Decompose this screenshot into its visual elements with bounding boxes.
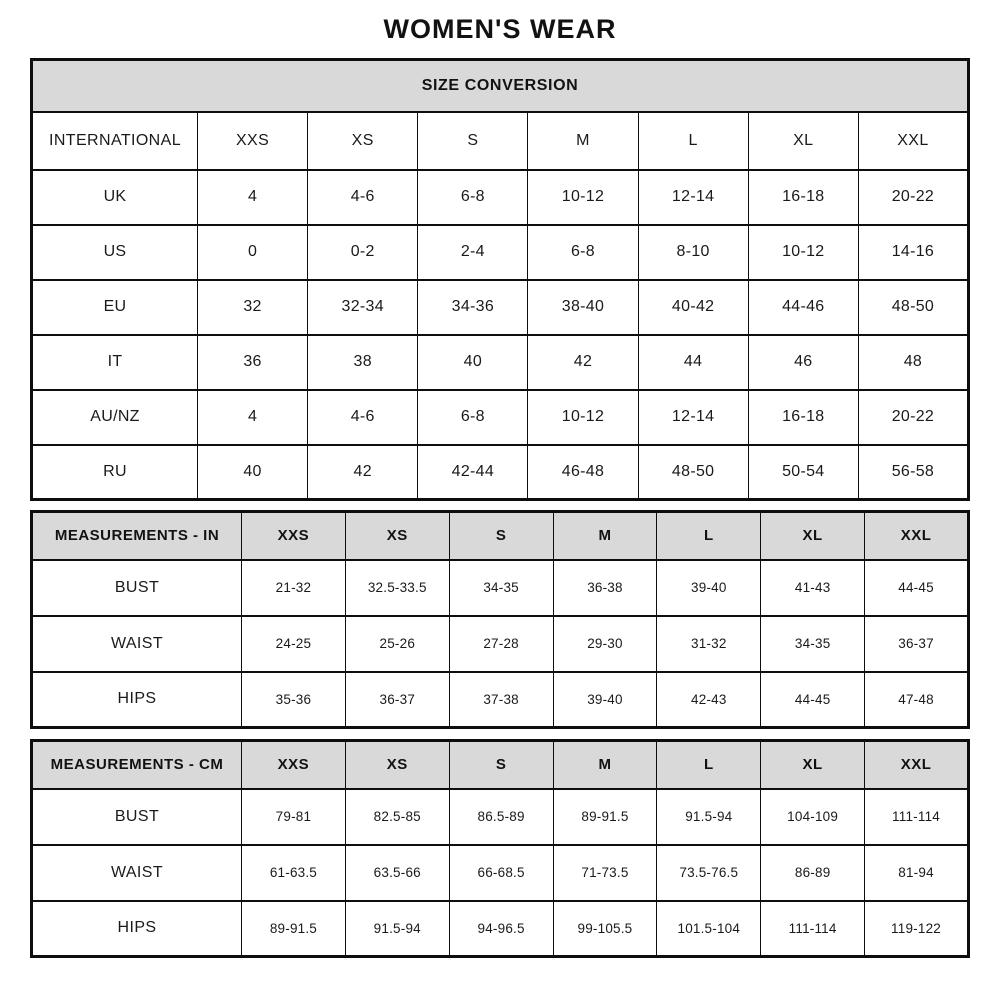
page-title: WOMEN'S WEAR xyxy=(383,14,617,44)
measurement-cell: 63.5-66 xyxy=(345,845,449,901)
size-col-header-xs: XS xyxy=(308,112,418,170)
measurement-cell: 73.5-76.5 xyxy=(657,845,761,901)
size-cell: 42 xyxy=(528,335,638,390)
size-cell: 40-42 xyxy=(638,280,748,335)
measurement-cell: 94-96.5 xyxy=(449,901,553,957)
row-label-waist: WAIST xyxy=(32,845,242,901)
size-col-header-xs: XS xyxy=(345,512,449,560)
size-col-header-m: M xyxy=(553,741,657,789)
row-label-ru: RU xyxy=(32,445,198,500)
measurement-cell: 71-73.5 xyxy=(553,845,657,901)
measurement-cell: 119-122 xyxy=(865,901,969,957)
size-cell: 4 xyxy=(198,170,308,225)
table-row-bust-cm xyxy=(32,789,969,845)
size-col-header-xxs: XXS xyxy=(198,112,308,170)
size-col-header-l: L xyxy=(657,741,761,789)
size-cell: 12-14 xyxy=(638,170,748,225)
row-label-bust: BUST xyxy=(32,560,242,616)
measurement-cell: 111-114 xyxy=(761,901,865,957)
size-cell: 10-12 xyxy=(748,225,858,280)
measurement-cell: 89-91.5 xyxy=(242,901,346,957)
table-row-waist-cm xyxy=(32,845,969,901)
size-col-header-xxl: XXL xyxy=(865,741,969,789)
size-conversion-header-row xyxy=(32,112,969,170)
size-cell: 6-8 xyxy=(418,170,528,225)
size-col-header-xxl: XXL xyxy=(858,112,968,170)
measurement-cell: 47-48 xyxy=(865,672,969,728)
size-cell: 32-34 xyxy=(308,280,418,335)
measurement-cell: 36-37 xyxy=(345,672,449,728)
measurement-cell: 91.5-94 xyxy=(657,789,761,845)
size-cell: 4-6 xyxy=(308,170,418,225)
size-cell: 42 xyxy=(308,445,418,500)
measurement-cell: 36-38 xyxy=(553,560,657,616)
size-cell: 50-54 xyxy=(748,445,858,500)
measurement-cell: 91.5-94 xyxy=(345,901,449,957)
measurement-cell: 79-81 xyxy=(242,789,346,845)
measurements-cm-title: MEASUREMENTS - CM xyxy=(32,741,242,789)
size-conversion-banner-row xyxy=(32,60,969,112)
size-cell: 32 xyxy=(198,280,308,335)
table-row-aunz xyxy=(32,390,969,445)
size-col-header-s: S xyxy=(449,741,553,789)
size-cell: 8-10 xyxy=(638,225,748,280)
size-col-header-l: L xyxy=(638,112,748,170)
size-cell: 46-48 xyxy=(528,445,638,500)
size-cell: 40 xyxy=(418,335,528,390)
measurement-cell: 99-105.5 xyxy=(553,901,657,957)
measurements-cm-table xyxy=(30,739,970,958)
measurement-cell: 44-45 xyxy=(865,560,969,616)
measurement-cell: 86.5-89 xyxy=(449,789,553,845)
size-cell: 10-12 xyxy=(528,390,638,445)
size-cell: 4-6 xyxy=(308,390,418,445)
measurement-cell: 27-28 xyxy=(449,616,553,672)
size-cell: 2-4 xyxy=(418,225,528,280)
size-col-header-xl: XL xyxy=(748,112,858,170)
table-row-hips-in xyxy=(32,672,969,728)
size-cell: 44-46 xyxy=(748,280,858,335)
table-row-ru xyxy=(32,445,969,500)
table-row-it xyxy=(32,335,969,390)
size-col-header-m: M xyxy=(553,512,657,560)
size-col-header-l: L xyxy=(657,512,761,560)
size-cell: 44 xyxy=(638,335,748,390)
measurement-cell: 34-35 xyxy=(449,560,553,616)
row-label-us: US xyxy=(32,225,198,280)
measurement-cell: 29-30 xyxy=(553,616,657,672)
size-cell: 4 xyxy=(198,390,308,445)
size-cell: 56-58 xyxy=(858,445,968,500)
size-conversion-title: SIZE CONVERSION xyxy=(32,60,969,112)
row-label-it: IT xyxy=(32,335,198,390)
size-col-header-s: S xyxy=(449,512,553,560)
measurement-cell: 37-38 xyxy=(449,672,553,728)
size-cell: 20-22 xyxy=(858,390,968,445)
size-cell: 48 xyxy=(858,335,968,390)
size-col-header-xl: XL xyxy=(761,741,865,789)
measurements-in-title: MEASUREMENTS - IN xyxy=(32,512,242,560)
row-label-hips: HIPS xyxy=(32,901,242,957)
international-header: INTERNATIONAL xyxy=(32,112,198,170)
size-cell: 42-44 xyxy=(418,445,528,500)
measurement-cell: 61-63.5 xyxy=(242,845,346,901)
size-col-header-xl: XL xyxy=(761,512,865,560)
row-label-uk: UK xyxy=(32,170,198,225)
table-row-eu xyxy=(32,280,969,335)
row-label-bust: BUST xyxy=(32,789,242,845)
measurement-cell: 111-114 xyxy=(865,789,969,845)
measurement-cell: 44-45 xyxy=(761,672,865,728)
size-cell: 12-14 xyxy=(638,390,748,445)
measurement-cell: 24-25 xyxy=(242,616,346,672)
size-col-header-xxs: XXS xyxy=(242,512,346,560)
size-cell: 34-36 xyxy=(418,280,528,335)
size-cell: 38-40 xyxy=(528,280,638,335)
measurement-cell: 32.5-33.5 xyxy=(345,560,449,616)
table-row-uk xyxy=(32,170,969,225)
measurement-cell: 36-37 xyxy=(865,616,969,672)
table-row-waist-in xyxy=(32,616,969,672)
size-col-header-m: M xyxy=(528,112,638,170)
measurement-cell: 21-32 xyxy=(242,560,346,616)
size-cell: 20-22 xyxy=(858,170,968,225)
size-cell: 16-18 xyxy=(748,170,858,225)
size-cell: 16-18 xyxy=(748,390,858,445)
size-cell: 6-8 xyxy=(418,390,528,445)
measurement-cell: 81-94 xyxy=(865,845,969,901)
measurement-cell: 41-43 xyxy=(761,560,865,616)
size-cell: 38 xyxy=(308,335,418,390)
size-col-header-xxs: XXS xyxy=(242,741,346,789)
measurement-cell: 86-89 xyxy=(761,845,865,901)
size-cell: 48-50 xyxy=(638,445,748,500)
measurement-cell: 66-68.5 xyxy=(449,845,553,901)
table-row-us xyxy=(32,225,969,280)
size-cell: 48-50 xyxy=(858,280,968,335)
row-label-eu: EU xyxy=(32,280,198,335)
measurement-cell: 35-36 xyxy=(242,672,346,728)
row-label-aunz: AU/NZ xyxy=(32,390,198,445)
measurements-in-table xyxy=(30,510,970,729)
measurement-cell: 101.5-104 xyxy=(657,901,761,957)
size-cell: 10-12 xyxy=(528,170,638,225)
row-label-waist: WAIST xyxy=(32,616,242,672)
table-row-bust-in xyxy=(32,560,969,616)
size-cell: 36 xyxy=(198,335,308,390)
measurement-cell: 25-26 xyxy=(345,616,449,672)
measurement-cell: 82.5-85 xyxy=(345,789,449,845)
measurement-cell: 34-35 xyxy=(761,616,865,672)
measurement-cell: 89-91.5 xyxy=(553,789,657,845)
size-cell: 40 xyxy=(198,445,308,500)
size-col-header-s: S xyxy=(418,112,528,170)
row-label-hips: HIPS xyxy=(32,672,242,728)
size-cell: 0-2 xyxy=(308,225,418,280)
size-conversion-table xyxy=(30,58,970,501)
size-cell: 0 xyxy=(198,225,308,280)
size-cell: 46 xyxy=(748,335,858,390)
size-col-header-xs: XS xyxy=(345,741,449,789)
measurement-cell: 31-32 xyxy=(657,616,761,672)
measurement-cell: 39-40 xyxy=(553,672,657,728)
measurement-cell: 39-40 xyxy=(657,560,761,616)
size-col-header-xxl: XXL xyxy=(865,512,969,560)
measurement-cell: 104-109 xyxy=(761,789,865,845)
size-cell: 6-8 xyxy=(528,225,638,280)
size-cell: 14-16 xyxy=(858,225,968,280)
measurements-in-header-row xyxy=(32,512,969,560)
table-row-hips-cm xyxy=(32,901,969,957)
measurements-cm-header-row xyxy=(32,741,969,789)
measurement-cell: 42-43 xyxy=(657,672,761,728)
